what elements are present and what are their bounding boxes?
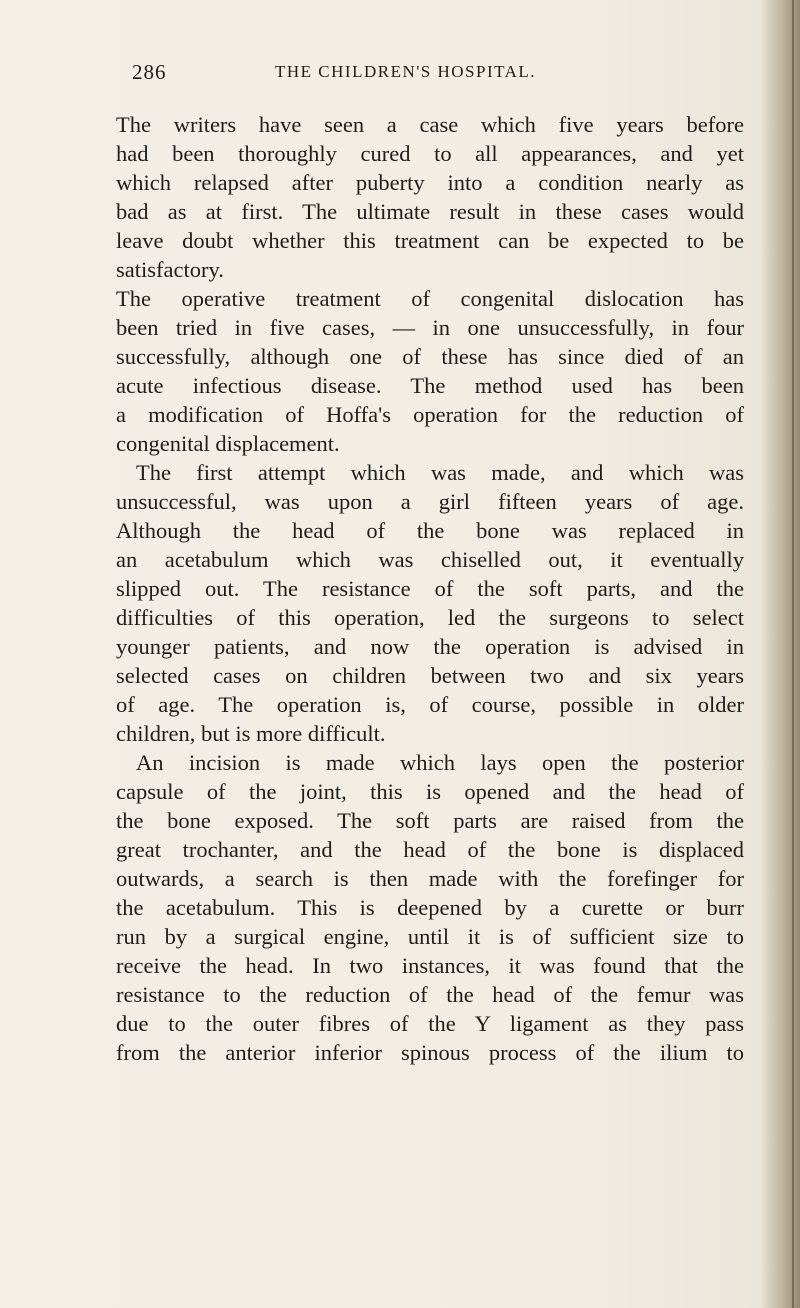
text-line: unsuccessful, was upon a girl fifteen years of age. [116,489,744,514]
text-line: The writers have seen a case which five years before [116,112,744,137]
text-line: children, but is more difficult. [116,721,386,746]
text-line: the bone exposed. The soft parts are raised from the [116,808,744,833]
text-line: satisfactory. [116,257,224,282]
text-line: bad as at first. The ultimate result in these cases would [116,199,744,224]
text-line: which relapsed after puberty into a condition nearly as [116,170,744,195]
text-line: outwards, a search is then made with the forefinger for [116,866,744,891]
text-line: An incision is made which lays open the posterior [136,750,744,775]
text-line: The first attempt which was made, and which was [136,460,744,485]
page-header [132,60,732,90]
text-line: due to the outer fibres of the Y ligament as they pass [116,1011,744,1036]
text-line: a modification of Hoffa's operation for the reduction of [116,402,744,427]
text-line: had been thoroughly cured to all appearances, and yet [116,141,744,166]
text-line: slipped out. The resistance of the soft parts, and the [116,576,744,601]
text-line: of age. The operation is, of course, possible in older [116,692,744,717]
page-edge-shadow [760,0,800,1308]
text-line: younger patients, and now the operation is advised in [116,634,744,659]
text-line: capsule of the joint, this is opened and the head of [116,779,744,804]
text-line: successfully, although one of these has since died of an [116,344,744,369]
body-text [116,110,744,1067]
text-line: from the anterior inferior spinous process of the ilium to [116,1040,744,1065]
page-number: 286 [132,60,167,84]
text-line: an acetabulum which was chiselled out, it eventually [116,547,744,572]
text-line: congenital displacement. [116,431,340,456]
text-line: leave doubt whether this treatment can be expected to be [116,228,744,253]
text-line: run by a surgical engine, until it is of sufficient size to [116,924,744,949]
text-line: great trochanter, and the head of the bone is displaced [116,837,744,862]
text-line: The operative treatment of congenital dislocation has [116,286,744,311]
text-line: been tried in five cases, — in one unsuccessfully, in four [116,315,744,340]
text-line: selected cases on children between two and six years [116,663,744,688]
text-line: receive the head. In two instances, it was found that the [116,953,744,978]
text-line: resistance to the reduction of the head of the femur was [116,982,744,1007]
page-edge-line [792,0,794,1308]
running-head: THE CHILDREN'S HOSPITAL. [275,62,537,81]
text-line: difficulties of this operation, led the surgeons to select [116,605,744,630]
text-line: Although the head of the bone was replaced in [116,518,744,543]
text-line: the acetabulum. This is deepened by a curette or burr [116,895,744,920]
text-line: acute infectious disease. The method used has been [116,373,744,398]
